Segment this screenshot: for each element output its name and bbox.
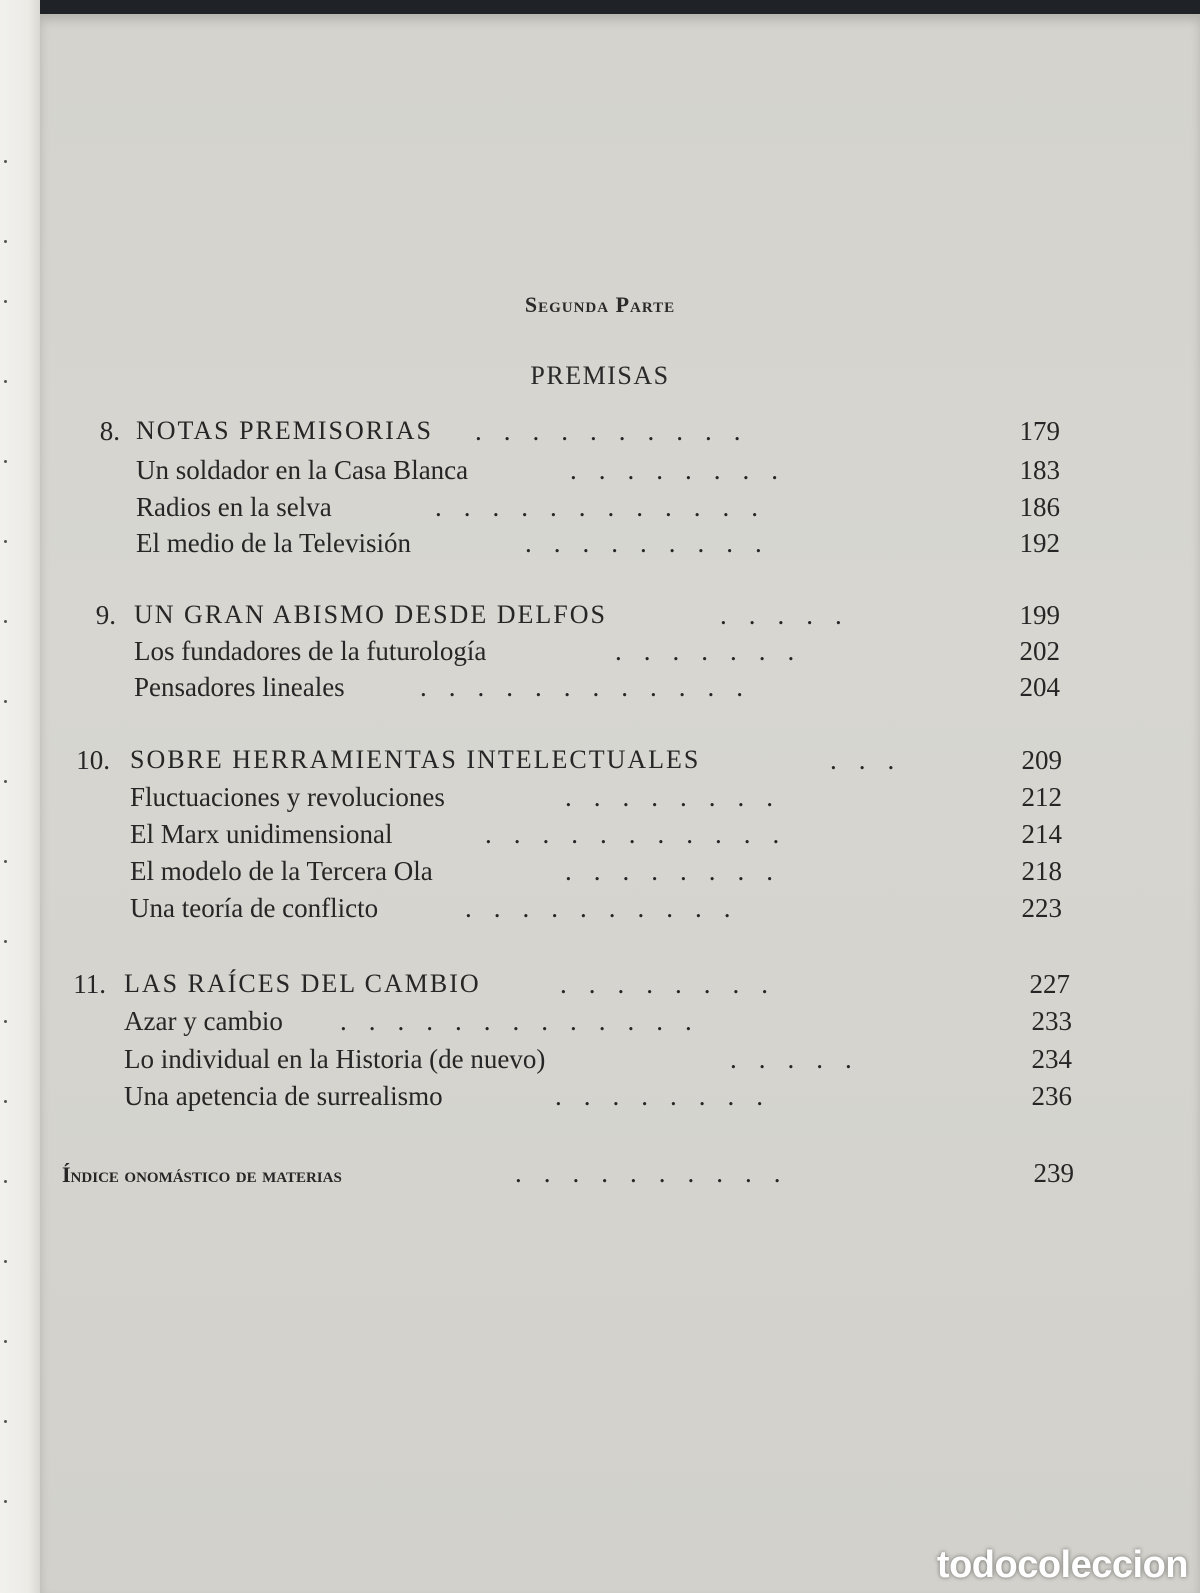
- page-number: 209: [1021, 745, 1062, 775]
- edge-marks: [4, 160, 14, 1560]
- leader-dots: ..........: [465, 893, 753, 923]
- chapter-entry: [40, 416, 1160, 450]
- subsection-title: El medio de la Televisión: [136, 528, 412, 558]
- page-number: 236: [1031, 1081, 1072, 1111]
- leader-dots: .............: [340, 1006, 714, 1036]
- leader-dots: ...: [830, 745, 917, 775]
- leader-dots: ............: [420, 672, 765, 702]
- subsection-title: El modelo de la Tercera Ola: [130, 856, 433, 886]
- leader-dots: .....: [720, 600, 864, 630]
- chapter-number: 11.: [73, 969, 106, 999]
- leader-dots: ............: [435, 492, 780, 522]
- subsection-entry: [40, 636, 1160, 670]
- page-number: 199: [1019, 600, 1060, 630]
- page-number: 183: [1019, 455, 1060, 485]
- leader-dots: .......: [615, 636, 817, 666]
- adjacent-page-edge: [0, 0, 40, 1593]
- page-number: 192: [1019, 528, 1060, 558]
- chapter-title: UN GRAN ABISMO DESDE DELFOS: [134, 600, 607, 629]
- page-number: 227: [1029, 969, 1070, 999]
- chapter-entry: [40, 600, 1160, 634]
- page-number: 223: [1021, 893, 1062, 923]
- subsection-entry: [40, 672, 1160, 706]
- leader-dots: ..........: [475, 416, 763, 446]
- chapter-title: LAS RAÍCES DEL CAMBIO: [124, 969, 481, 998]
- leader-dots: .........: [525, 528, 784, 558]
- subsection-title: Lo individual en la Historia (de nuevo): [124, 1044, 546, 1074]
- subsection-entry: [40, 492, 1160, 526]
- book-page: [40, 14, 1200, 1593]
- leader-dots: ........: [555, 1081, 785, 1111]
- index-entry: [40, 1158, 1160, 1192]
- subsection-entry: [40, 893, 1160, 927]
- leader-dots: ........: [560, 969, 790, 999]
- subsection-entry: [40, 1081, 1160, 1115]
- chapter-number: 9.: [95, 600, 116, 630]
- page-number: 214: [1021, 819, 1062, 849]
- leader-dots: .....: [730, 1044, 874, 1074]
- page-number: 212: [1021, 782, 1062, 812]
- watermark-logo: todocoleccion: [936, 1544, 1188, 1586]
- subsection-title: Fluctuaciones y revoluciones: [130, 782, 445, 812]
- subsection-entry: [40, 455, 1160, 489]
- subsection-title: Pensadores lineales: [134, 672, 345, 702]
- subsection-title: Azar y cambio: [124, 1006, 283, 1036]
- leader-dots: ...........: [485, 819, 802, 849]
- leader-dots: ..........: [515, 1158, 803, 1188]
- page-number: 239: [1033, 1158, 1074, 1188]
- page-number: 218: [1021, 856, 1062, 886]
- page-number: 202: [1019, 636, 1060, 666]
- subsection-title: Una apetencia de surrealismo: [124, 1081, 443, 1111]
- subsection-entry: [40, 819, 1160, 853]
- leader-dots: ........: [565, 782, 795, 812]
- chapter-title: SOBRE HERRAMIENTAS INTELECTUALES: [130, 745, 701, 774]
- subsection-title: Un soldador en la Casa Blanca: [136, 455, 469, 485]
- book-top-edge: [40, 0, 1200, 14]
- chapter-number: 8.: [99, 416, 120, 446]
- part-title: Segunda Parte: [524, 292, 676, 317]
- subsection-title: Una teoría de conflicto: [130, 893, 379, 923]
- page-number: 233: [1031, 1006, 1072, 1036]
- subsection-title: Radios en la selva: [136, 492, 332, 522]
- subsection-title: El Marx unidimensional: [130, 819, 393, 849]
- chapter-entry: [40, 969, 1160, 1003]
- index-title: Índice onomástico de materias: [62, 1162, 342, 1187]
- subsection-entry: [40, 856, 1160, 890]
- page-number: 234: [1031, 1044, 1072, 1074]
- leader-dots: ........: [570, 455, 800, 485]
- page-number: 204: [1019, 672, 1060, 702]
- chapter-title: NOTAS PREMISORIAS: [136, 416, 434, 445]
- subsection-title: Los fundadores de la futurología: [134, 636, 487, 666]
- chapter-number: 10.: [76, 745, 110, 775]
- leader-dots: ........: [565, 856, 795, 886]
- subsection-entry: [40, 1006, 1160, 1040]
- subsection-entry: [40, 782, 1160, 816]
- subsection-entry: [40, 1044, 1160, 1078]
- page-number: 179: [1019, 416, 1060, 446]
- page-number: 186: [1019, 492, 1060, 522]
- subsection-entry: [40, 528, 1160, 562]
- chapter-entry: [40, 745, 1160, 779]
- section-title: PREMISAS: [530, 361, 670, 390]
